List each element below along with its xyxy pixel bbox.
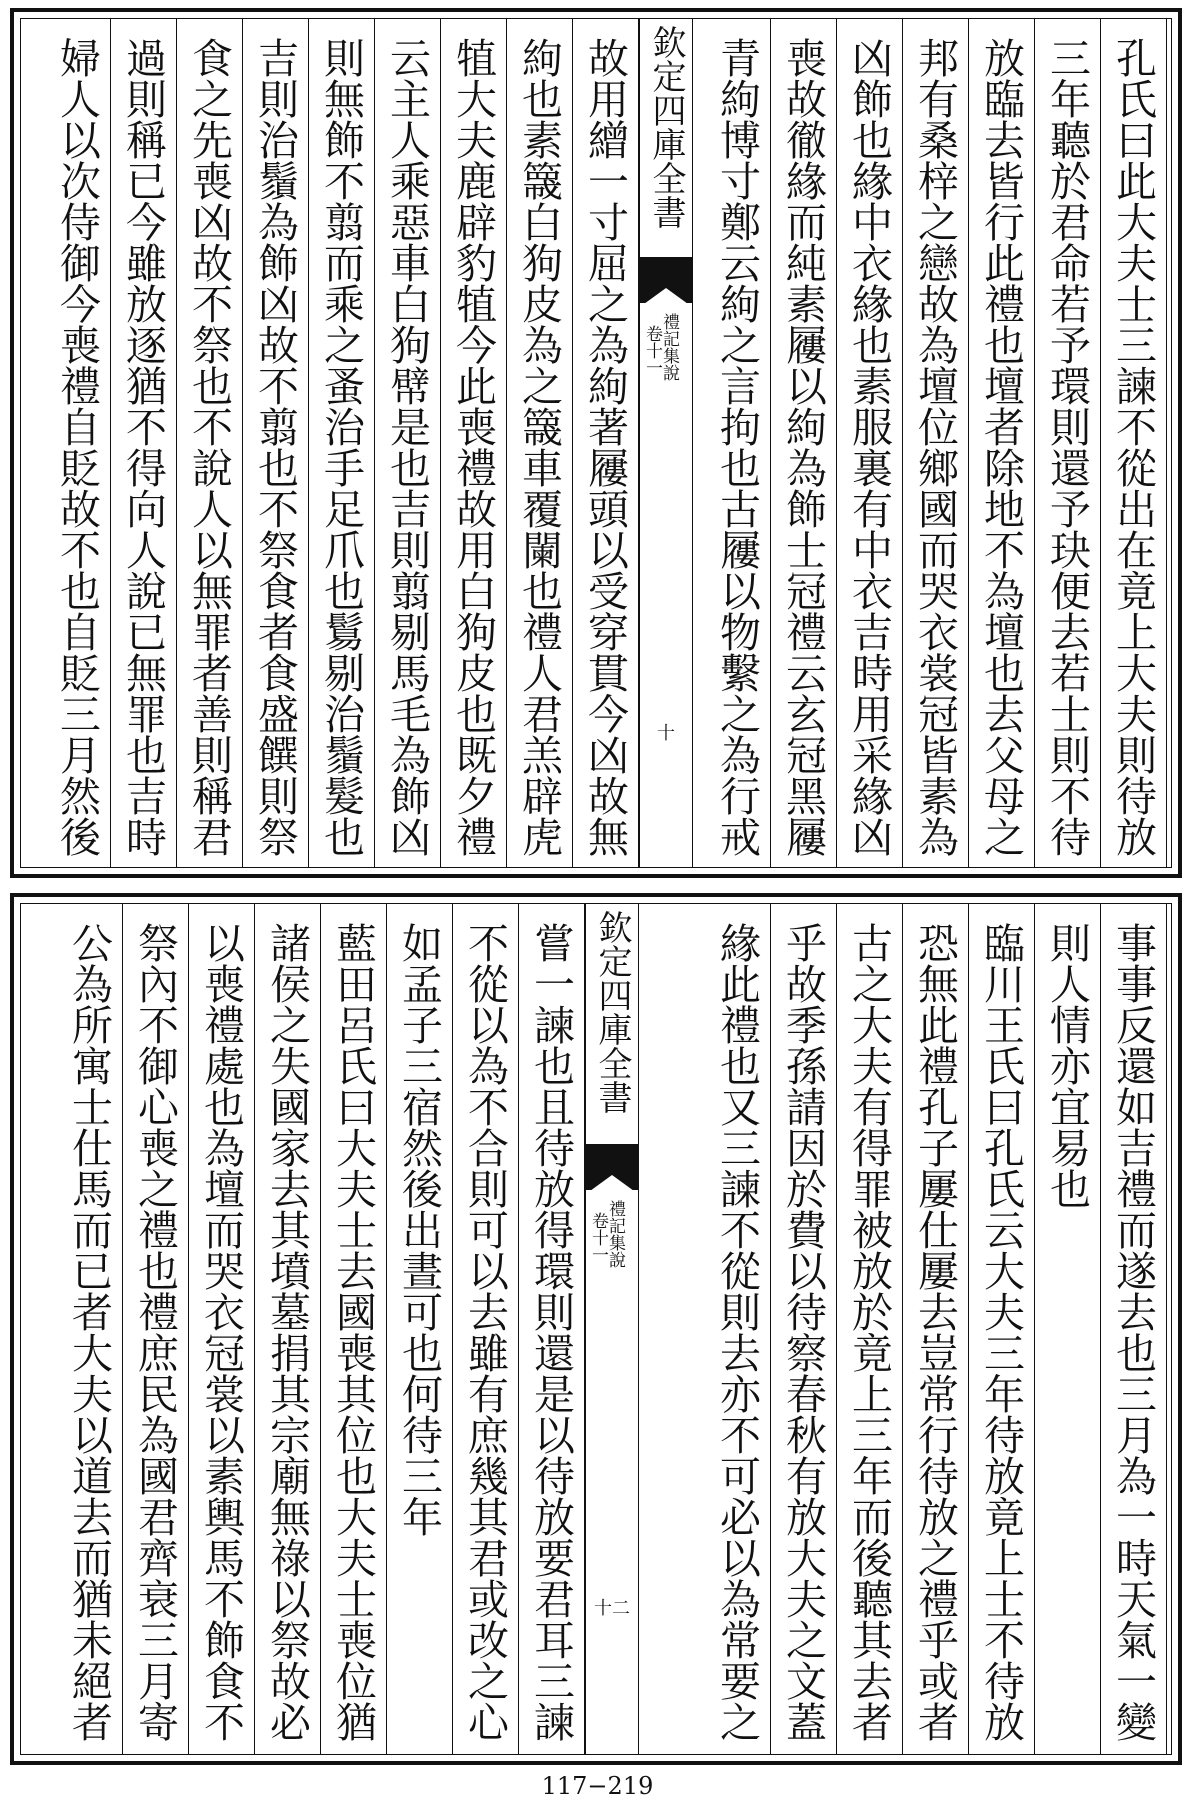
text-column: 以喪禮處也為壇而哭衣冠裳以素輿馬不飾食不 <box>189 904 255 1754</box>
center-banner <box>639 19 693 867</box>
text-column: 不從以為不合則可以去雖有庶幾其君或改之心 <box>453 904 519 1754</box>
text-column: 臨川王氏曰孔氏云大夫三年待放竟上士不待放 <box>969 904 1035 1754</box>
banner-folio: 十二 <box>594 1598 630 1619</box>
text-column: 犆大夫鹿辟豹犆今此喪禮故用白狗皮也既夕禮 <box>441 19 507 867</box>
text-column: 喪故徹緣而純素屨以絇為飾士冠禮云玄冠黑屨 <box>771 19 837 867</box>
banner-title: 欽定四庫全書 <box>592 910 632 1114</box>
text-column: 藍田呂氏曰大夫士去國喪其位也大夫士喪位猶 <box>321 904 387 1754</box>
text-column: 云主人乘惡車白狗幦是也吉則翦剔馬毛為飾凶 <box>375 19 441 867</box>
text-column: 過則稱已今雖放逐猶不得向人說已無罪也吉時 <box>111 19 177 867</box>
banner-folio: 十 <box>657 723 675 744</box>
text-column: 則無飾不翦而乘之蚤治手足爪也鬄剔治鬚髮也 <box>309 19 375 867</box>
text-column: 婦人以次侍御今喪禮自貶故不也自貶三月然後 <box>45 19 111 867</box>
text-column: 事事反還如吉禮而遂去也三月為一時天氣一變 <box>1101 904 1167 1754</box>
banner-volume: 卷十一 <box>588 1212 608 1263</box>
upper-page-frame <box>20 18 1172 868</box>
text-column: 青絇博寸鄭云絇之言拘也古屨以物繫之為行戒 <box>705 19 771 867</box>
page-number: 117−219 <box>541 1772 654 1800</box>
upper-page <box>10 8 1182 878</box>
lower-page-frame <box>20 903 1172 1755</box>
text-column: 凶飾也緣中衣緣也素服裏有中衣吉時用采緣凶 <box>837 19 903 867</box>
text-column: 吉則治鬚為飾凶故不翦也不祭食者食盛饌則祭 <box>243 19 309 867</box>
text-column: 古之大夫有得罪被放於竟上三年而後聽其去者 <box>837 904 903 1754</box>
text-column: 如孟子三宿然後出晝可也何待三年 <box>387 904 453 1754</box>
banner-book-title: 禮記集說 <box>659 313 679 381</box>
text-column: 諸侯之失國家去其墳墓捐其宗廟無祿以祭故必 <box>255 904 321 1754</box>
banner-title: 欽定四庫全書 <box>646 25 686 229</box>
center-banner <box>585 904 639 1754</box>
text-column: 放臨去皆行此禮也壇者除地不為壇也去父母之 <box>969 19 1035 867</box>
text-column: 嘗一諫也且待放得環則還是以待放要君耳三諫 <box>519 904 585 1754</box>
text-column: 緣此禮也又三諫不從則去亦不可必以為常要之 <box>705 904 771 1754</box>
text-column: 祭內不御心喪之禮也禮庶民為國君齊衰三月寄 <box>123 904 189 1754</box>
text-column: 乎故季孫請因於費以待察春秋有放大夫之文蓋 <box>771 904 837 1754</box>
banner-volume: 卷十一 <box>642 325 662 376</box>
text-column: 絇也素簚白狗皮為之簚車覆闌也禮人君羔辟虎 <box>507 19 573 867</box>
fish-tail-mark <box>586 1144 638 1190</box>
text-column: 孔氏曰此大夫士三諫不從出在竟上大夫則待放 <box>1101 19 1167 867</box>
text-column: 則人情亦宜易也 <box>1035 904 1101 1754</box>
text-column: 食之先喪凶故不祭也不說人以無罪者善則稱君 <box>177 19 243 867</box>
text-column: 邦有桑梓之戀故為壇位鄉國而哭衣裳冠皆素為 <box>903 19 969 867</box>
fish-tail-mark <box>640 257 692 303</box>
text-column: 故用繒一寸屈之為絇著屨頭以受穿貫今凶故無 <box>573 19 639 867</box>
text-column: 公為所寓士仕馬而已者大夫以道去而猶未絕者 <box>57 904 123 1754</box>
text-column: 恐無此禮孔子屢仕屢去豈常行待放之禮乎或者 <box>903 904 969 1754</box>
text-column: 三年聽於君命若予環則還予玦便去若士則不待 <box>1035 19 1101 867</box>
banner-book-title: 禮記集說 <box>605 1200 625 1268</box>
lower-page <box>10 893 1182 1765</box>
